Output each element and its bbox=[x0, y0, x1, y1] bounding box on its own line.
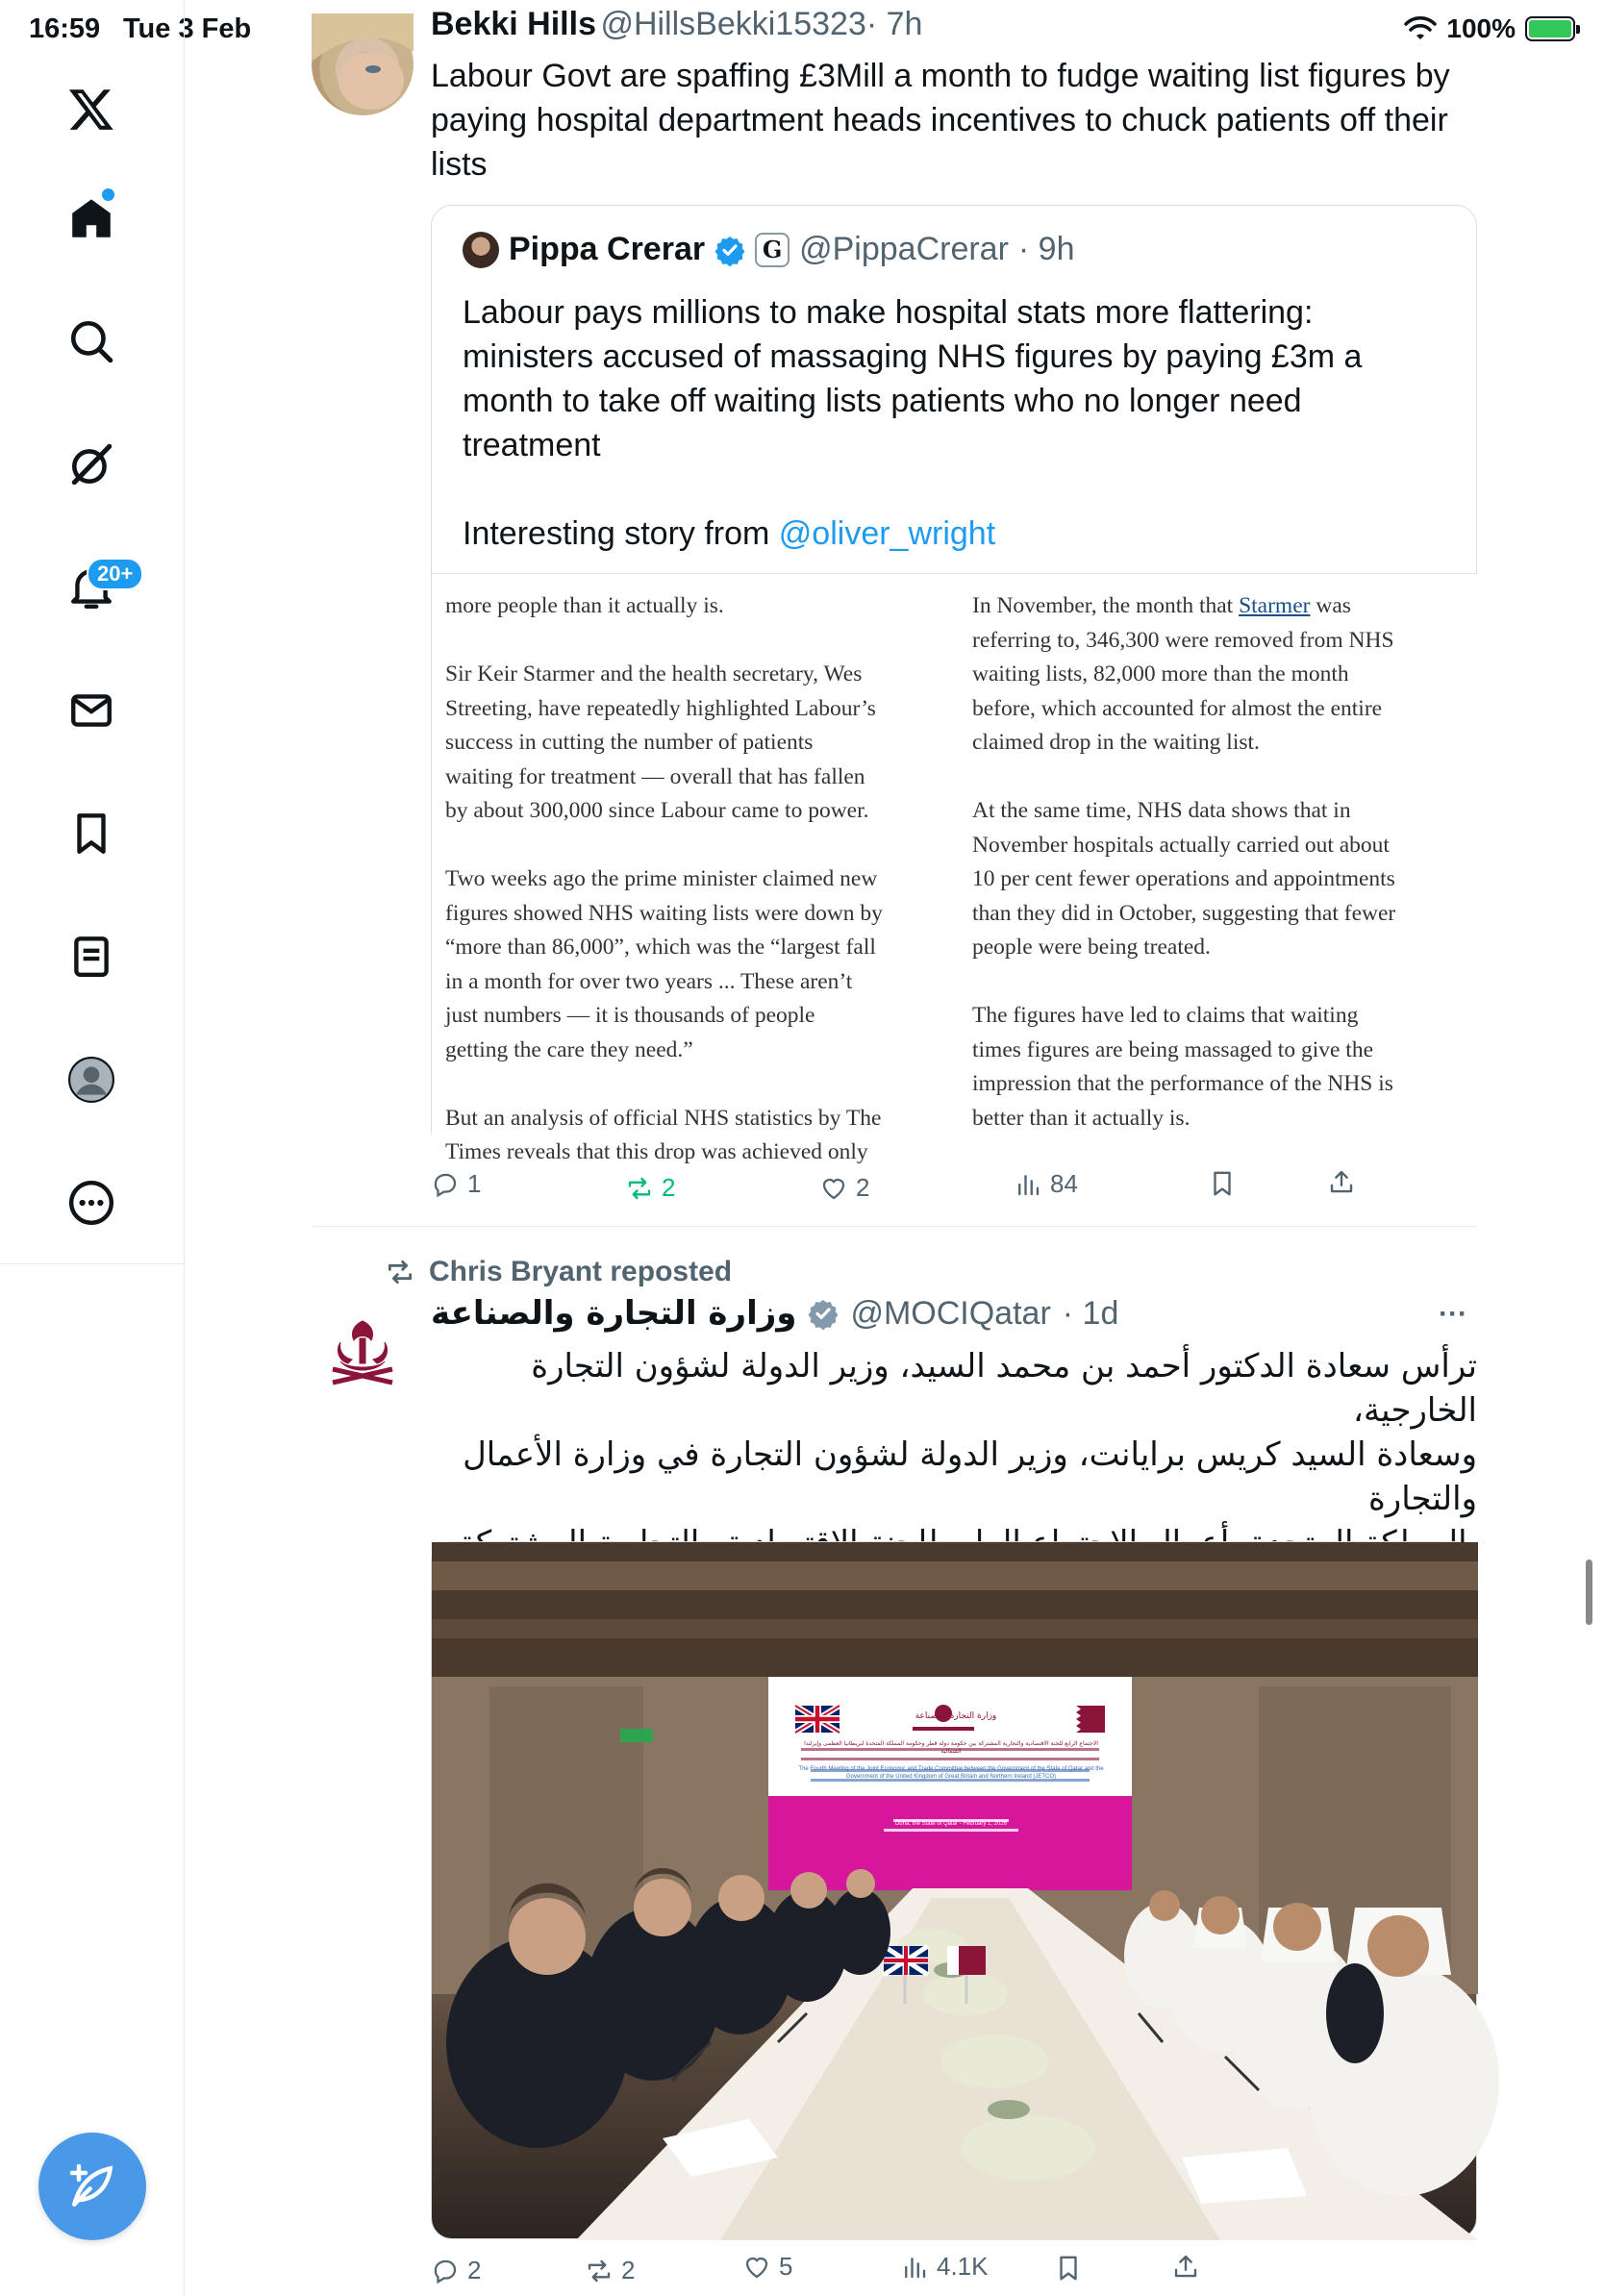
repost-count: 2 bbox=[621, 2256, 636, 2284]
author-handle[interactable]: @HillsBekki15323 bbox=[600, 6, 866, 42]
article-line: just numbers — it is thousands of people bbox=[445, 1003, 815, 1028]
article-line: figures showed NHS waiting lists were down by bbox=[445, 900, 883, 926]
article-line: Two weeks ago the prime minister claimed new bbox=[445, 866, 878, 891]
heart-icon bbox=[742, 2253, 771, 2282]
sidebar bbox=[0, 0, 185, 2296]
meeting-photo-drawing bbox=[432, 1542, 1478, 2240]
reposted-by[interactable]: Chris Bryant reposted bbox=[429, 1256, 733, 1287]
lists-icon[interactable] bbox=[60, 925, 123, 988]
article-text: was bbox=[1310, 593, 1351, 618]
share-icon bbox=[1327, 1167, 1356, 1196]
tweet-time[interactable]: · 7h bbox=[865, 6, 923, 42]
article-line: November hospitals actually carried out about bbox=[972, 832, 1390, 858]
article-line: getting the care they need.” bbox=[445, 1036, 693, 1062]
article-line: claimed drop in the waiting list. bbox=[972, 730, 1260, 755]
article-line: impression that the performance of the NHS is bbox=[972, 1071, 1393, 1096]
messages-icon[interactable] bbox=[60, 679, 123, 742]
screen-line-ar: الاجتماع الرابع للجنة الاقتصادية والتجارية المشتركة بين حكومة دولة قطر وحكومة المملكة المتحدة لبريطانيا العظمى وإيرلندا الشمالية bbox=[804, 1740, 1098, 1755]
article-line: better than it actually is. bbox=[972, 1105, 1190, 1131]
quote-text-line: ministers accused of massaging NHS figures by paying £3m a bbox=[463, 338, 1363, 375]
views-button[interactable] bbox=[1014, 1169, 1078, 1199]
article-image[interactable] bbox=[432, 573, 1478, 1164]
mention-link[interactable]: @oliver_wright bbox=[778, 515, 996, 552]
bookmark-icon bbox=[1054, 2254, 1083, 2283]
reply-count: 2 bbox=[467, 2256, 482, 2284]
notifications-badge: 20+ bbox=[87, 558, 143, 590]
tweet-header bbox=[431, 1294, 1479, 1333]
article-column-left bbox=[445, 589, 945, 1204]
article-paragraph bbox=[445, 1102, 945, 1170]
repost-icon bbox=[625, 1174, 654, 1203]
share-button[interactable] bbox=[1327, 1167, 1356, 1196]
reply-button[interactable] bbox=[431, 2256, 481, 2285]
scrollbar-thumb[interactable] bbox=[1586, 1560, 1592, 1625]
quote-text-line: month to take off waiting lists patients who no longer need bbox=[463, 383, 1302, 419]
bookmark-button[interactable] bbox=[1054, 2254, 1083, 2283]
like-count: 5 bbox=[779, 2252, 793, 2281]
views-button[interactable] bbox=[900, 2252, 989, 2282]
tweet-text-line: lists bbox=[431, 146, 488, 183]
author-avatar[interactable] bbox=[312, 1304, 414, 1406]
article-line: people were being treated. bbox=[972, 935, 1211, 960]
author-avatar[interactable] bbox=[312, 13, 414, 115]
quote-header bbox=[463, 231, 1075, 268]
article-line: waiting for treatment — overall that has fallen bbox=[445, 763, 865, 789]
tweet-divider bbox=[312, 1226, 1477, 1227]
article-line: waiting lists, 82,000 more than the month bbox=[972, 661, 1349, 686]
tweet-text bbox=[431, 54, 1489, 187]
quote-text-line: Labour pays millions to make hospital stats more flattering: bbox=[463, 294, 1314, 331]
x-logo-icon[interactable] bbox=[60, 77, 123, 140]
tweet-text-line: Labour Govt are spaffing £3Mill a month to fudge waiting list figures by bbox=[431, 58, 1450, 94]
article-line: referring to, 346,300 were removed from NHS bbox=[972, 627, 1394, 653]
article-paragraph bbox=[972, 624, 1472, 761]
tweet-header bbox=[431, 6, 1479, 43]
article-line: The figures have led to claims that waiting bbox=[972, 1003, 1359, 1028]
share-button[interactable] bbox=[1171, 2252, 1200, 2281]
reply-count: 1 bbox=[467, 1169, 482, 1198]
article-paragraph bbox=[972, 794, 1472, 965]
quoted-tweet[interactable] bbox=[431, 205, 1477, 1164]
repost-icon bbox=[585, 2257, 614, 2285]
repost-button[interactable] bbox=[625, 1173, 675, 1203]
reply-icon bbox=[431, 1170, 460, 1199]
screen-place: Doha, the State of Qatar - February 1, 2026 bbox=[894, 1821, 1008, 1827]
article-line: At the same time, NHS data shows that in bbox=[972, 798, 1351, 823]
repost-icon bbox=[385, 1257, 415, 1287]
heart-icon bbox=[819, 1174, 848, 1203]
views-count: 84 bbox=[1050, 1169, 1078, 1198]
more-icon[interactable] bbox=[60, 1171, 123, 1235]
article-line: But an analysis of official NHS statistics by The bbox=[445, 1105, 882, 1131]
quote-text-line: treatment bbox=[463, 427, 601, 463]
tweet-text-line: وسعادة السيد كريس برايانت، وزير الدولة لشؤون التجارة في وزارة الأعمال والتجارة bbox=[463, 1435, 1477, 1518]
tweet-text-line: ترأس سعادة الدكتور أحمد بن محمد السيد، وزير الدولة لشؤون التجارة الخارجية، bbox=[531, 1347, 1477, 1430]
article-link: Starmer bbox=[1239, 593, 1311, 618]
status-date: Tue 3 Feb bbox=[123, 13, 252, 44]
article-line: before, which accounted for almost the entire bbox=[972, 695, 1383, 721]
avatar-face-icon bbox=[312, 13, 414, 115]
article-line: more people than it actually is. bbox=[445, 593, 724, 618]
search-icon[interactable] bbox=[60, 310, 123, 373]
article-paragraph bbox=[972, 999, 1472, 1136]
repost-button[interactable] bbox=[585, 2256, 635, 2285]
author-handle[interactable]: @MOCIQatar bbox=[850, 1294, 1051, 1332]
battery-percent: 100% bbox=[1446, 13, 1516, 43]
author-name[interactable]: وزارة التجارة والصناعة bbox=[431, 1294, 797, 1333]
article-line: in a month for over two years ... These aren’t bbox=[445, 968, 853, 994]
author-name[interactable]: Bekki Hills bbox=[431, 6, 596, 42]
tweet-time[interactable]: · 1d bbox=[1062, 1294, 1119, 1332]
home-unread-dot bbox=[102, 188, 114, 201]
quote-text bbox=[463, 290, 1443, 556]
like-button[interactable] bbox=[819, 1173, 869, 1203]
quote-time: · 9h bbox=[1017, 231, 1075, 267]
screen-line-en: The Fourth Meeting of the Joint Economic and Trade Committee between the Government of the State of Qatar and the Government of the United Kingdom of Great Britain and Northern Ireland (JETCO) bbox=[798, 1766, 1104, 1780]
bookmarks-icon[interactable] bbox=[60, 802, 123, 865]
article-line: than they did in October, suggesting that fewer bbox=[972, 900, 1396, 926]
like-count: 2 bbox=[856, 1173, 870, 1202]
reply-button[interactable] bbox=[431, 1169, 481, 1199]
story-prefix: Interesting story from bbox=[463, 515, 779, 552]
tweet-text-line: paying hospital department heads incentives to chuck patients off their bbox=[431, 102, 1448, 138]
bookmark-button[interactable] bbox=[1208, 1169, 1237, 1198]
battery-fill bbox=[1529, 20, 1571, 37]
article-line: by about 300,000 since Labour came to power. bbox=[445, 798, 869, 823]
views-count: 4.1K bbox=[937, 2252, 989, 2281]
repost-count: 2 bbox=[662, 1173, 676, 1202]
more-options-button[interactable]: ··· bbox=[1439, 1298, 1467, 1330]
compose-feather-icon bbox=[65, 2159, 119, 2213]
article-line: success in cutting the number of patients bbox=[445, 730, 814, 755]
bookmark-icon bbox=[1208, 1169, 1237, 1198]
article-column-right bbox=[972, 589, 1472, 1170]
battery-icon bbox=[1525, 16, 1575, 41]
repost-context bbox=[385, 1256, 732, 1288]
quote-author-name: Pippa Crerar bbox=[509, 231, 706, 267]
status-time: 16:59 bbox=[29, 13, 101, 44]
reply-icon bbox=[431, 2257, 460, 2285]
article-line: Streeting, have repeatedly highlighted Labour’s bbox=[445, 695, 876, 721]
views-icon bbox=[1014, 1170, 1042, 1199]
grok-icon[interactable] bbox=[60, 433, 123, 496]
article-line: Times reveals that this drop was achieved only bbox=[445, 1139, 868, 1164]
share-icon bbox=[1171, 2252, 1200, 2281]
article-paragraph bbox=[445, 862, 945, 1067]
tweet-photo[interactable] bbox=[431, 1541, 1477, 2239]
article-paragraph bbox=[445, 658, 945, 829]
quote-avatar bbox=[463, 232, 499, 268]
sidebar-divider bbox=[0, 1263, 185, 1264]
screen-title: وزارة التجارة والصناعة bbox=[915, 1711, 997, 1721]
profile-avatar-icon[interactable] bbox=[60, 1048, 123, 1111]
article-line: “more than 86,000”, which was the “largest fall bbox=[445, 935, 876, 960]
article-text: In November, the month that bbox=[972, 593, 1240, 618]
article-paragraph bbox=[445, 589, 945, 624]
article-line: Sir Keir Starmer and the health secretary, Wes bbox=[445, 661, 863, 686]
qatar-emblem-icon bbox=[312, 1304, 414, 1406]
affiliate-badge-icon: G bbox=[755, 233, 789, 267]
verified-badge-icon bbox=[714, 235, 745, 265]
article-line: 10 per cent fewer operations and appointments bbox=[972, 866, 1395, 891]
quote-author-handle: @PippaCrerar bbox=[799, 231, 1009, 267]
compose-button[interactable] bbox=[38, 2133, 146, 2240]
like-button[interactable] bbox=[742, 2252, 792, 2282]
verified-gray-badge-icon bbox=[808, 1298, 839, 1329]
article-line: times figures are being massaged to give the bbox=[972, 1036, 1373, 1062]
views-icon bbox=[900, 2253, 929, 2282]
